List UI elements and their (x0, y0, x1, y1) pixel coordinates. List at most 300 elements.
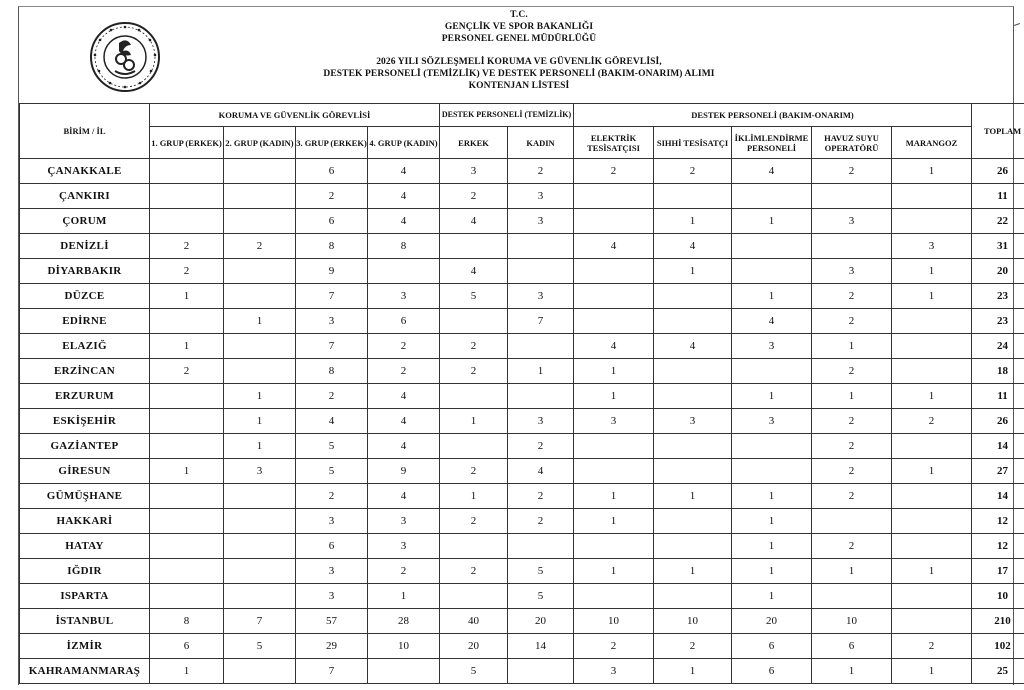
quota-cell (574, 309, 654, 334)
quota-cell: 1 (574, 384, 654, 409)
quota-cell: 2 (440, 509, 508, 534)
quota-cell (574, 459, 654, 484)
quota-cell (224, 584, 296, 609)
quota-cell: 57 (296, 609, 368, 634)
quota-cell: 20 (508, 609, 574, 634)
quota-cell: 1 (812, 334, 892, 359)
table-row (20, 334, 1024, 359)
quota-cell: 1 (150, 459, 224, 484)
quota-cell (368, 659, 440, 684)
quota-cell: 2 (812, 359, 892, 384)
quota-cell (368, 259, 440, 284)
quota-cell (654, 309, 732, 334)
quota-cell: 1 (732, 484, 812, 509)
quota-cell: 7 (508, 309, 574, 334)
quota-cell (732, 459, 812, 484)
row-total: 23 (972, 309, 1024, 334)
quota-cell (654, 459, 732, 484)
quota-cell: 4 (654, 234, 732, 259)
quota-cell: 3 (892, 234, 972, 259)
table-row (20, 234, 1024, 259)
quota-cell (224, 559, 296, 584)
quota-cell (892, 359, 972, 384)
table-row (20, 584, 1024, 609)
quota-cell: 2 (440, 359, 508, 384)
quota-cell: 2 (508, 484, 574, 509)
title-line-subject-1: 2026 YILI SÖZLEŞMELİ KORUMA VE GÜVENLİK GÖREVLİSİ, (376, 57, 662, 67)
quota-cell: 4 (296, 409, 368, 434)
quota-cell: 1 (654, 209, 732, 234)
quota-cell (440, 234, 508, 259)
quota-cell: 10 (368, 634, 440, 659)
quota-cell: 10 (812, 609, 892, 634)
table-row (20, 209, 1024, 234)
quota-cell: 2 (574, 634, 654, 659)
row-total: 25 (972, 659, 1024, 684)
quota-cell (440, 584, 508, 609)
quota-cell (892, 609, 972, 634)
quota-cell: 2 (812, 534, 892, 559)
quota-cell: 3 (812, 259, 892, 284)
province-name: ÇORUM (20, 209, 150, 234)
quota-cell (224, 659, 296, 684)
title-line-tc: T.C. (510, 10, 528, 20)
quota-cell: 1 (812, 559, 892, 584)
quota-cell: 4 (368, 484, 440, 509)
quota-cell (732, 434, 812, 459)
quota-cell (654, 584, 732, 609)
quota-cell: 5 (440, 284, 508, 309)
row-total: 17 (972, 559, 1024, 584)
table-row (20, 659, 1024, 684)
quota-cell (150, 384, 224, 409)
row-total: 14 (972, 484, 1024, 509)
quota-cell: 20 (732, 609, 812, 634)
quota-cell: 2 (812, 284, 892, 309)
quota-cell: 2 (812, 484, 892, 509)
table-row (20, 484, 1024, 509)
row-total: 26 (972, 159, 1024, 184)
sub-header-kadin: KADIN (508, 127, 574, 159)
province-name: GÜMÜŞHANE (20, 484, 150, 509)
quota-cell (150, 309, 224, 334)
province-name: KAHRAMANMARAŞ (20, 659, 150, 684)
row-total: 11 (972, 184, 1024, 209)
quota-cell: 6 (296, 209, 368, 234)
quota-cell (150, 434, 224, 459)
quota-cell: 1 (812, 659, 892, 684)
title-line-department: PERSONEL GENEL MÜDÜRLÜĞÜ (441, 34, 597, 44)
province-name: ERZURUM (20, 384, 150, 409)
group-header-koruma: KORUMA VE GÜVENLİK GÖREVLİSİ (150, 104, 440, 127)
quota-cell: 1 (892, 284, 972, 309)
quota-cell (732, 184, 812, 209)
quota-cell (574, 259, 654, 284)
quota-cell (654, 509, 732, 534)
quota-cell (654, 359, 732, 384)
quota-cell: 7 (224, 609, 296, 634)
quota-cell (654, 534, 732, 559)
quota-cell (574, 434, 654, 459)
quota-cell (892, 484, 972, 509)
quota-cell: 2 (508, 434, 574, 459)
row-total: 26 (972, 409, 1024, 434)
quota-cell: 1 (892, 659, 972, 684)
sub-header-havuz: HAVUZ SUYU OPERATÖRÜ (812, 127, 892, 159)
quota-cell: 3 (508, 209, 574, 234)
quota-cell: 1 (224, 309, 296, 334)
quota-cell (224, 534, 296, 559)
quota-cell (732, 359, 812, 384)
quota-cell: 3 (654, 409, 732, 434)
row-total: 20 (972, 259, 1024, 284)
row-total: 18 (972, 359, 1024, 384)
quota-cell: 3 (296, 309, 368, 334)
province-name: IĞDIR (20, 559, 150, 584)
quota-cell: 4 (368, 384, 440, 409)
table-row (20, 309, 1024, 334)
quota-cell (224, 259, 296, 284)
title-line-list: KONTENJAN LİSTESİ (468, 81, 570, 91)
quota-cell: 1 (812, 384, 892, 409)
quota-cell: 1 (732, 559, 812, 584)
quota-cell: 6 (368, 309, 440, 334)
quota-cell: 2 (892, 634, 972, 659)
quota-cell (574, 209, 654, 234)
group-header-temizlik: DESTEK PERSONELİ (TEMİZLİK) (440, 104, 574, 127)
column-header-birim: BİRİM / İL (20, 104, 150, 159)
quota-cell: 4 (654, 334, 732, 359)
sub-header-sihhi: SIHHİ TESİSATÇI (654, 127, 732, 159)
province-name: ÇANAKKALE (20, 159, 150, 184)
quota-cell: 8 (296, 359, 368, 384)
quota-cell (654, 284, 732, 309)
title-line-ministry: GENÇLİK VE SPOR BAKANLIĞI (444, 22, 594, 32)
quota-cell: 2 (150, 259, 224, 284)
row-total: 27 (972, 459, 1024, 484)
row-total: 31 (972, 234, 1024, 259)
quota-cell: 3 (812, 209, 892, 234)
table-row (20, 359, 1024, 384)
quota-cell: 1 (150, 334, 224, 359)
quota-cell: 2 (654, 159, 732, 184)
quota-cell: 29 (296, 634, 368, 659)
quota-cell (732, 259, 812, 284)
quota-cell: 2 (296, 384, 368, 409)
sub-header-3-grup: 3. GRUP (ERKEK) (296, 127, 368, 159)
quota-cell: 4 (368, 409, 440, 434)
quota-cell: 3 (508, 184, 574, 209)
quota-cell: 3 (224, 459, 296, 484)
quota-cell: 2 (812, 459, 892, 484)
quota-cell: 7 (296, 284, 368, 309)
quota-cell: 8 (368, 234, 440, 259)
sub-header-1-grup: 1. GRUP (ERKEK) (150, 127, 224, 159)
row-total: 11 (972, 384, 1024, 409)
quota-cell (892, 334, 972, 359)
quota-cell (150, 159, 224, 184)
province-name: GİRESUN (20, 459, 150, 484)
quota-cell (812, 234, 892, 259)
quota-cell: 1 (732, 284, 812, 309)
quota-cell: 6 (732, 659, 812, 684)
quota-cell: 1 (440, 484, 508, 509)
quota-cell: 7 (296, 659, 368, 684)
table-row (20, 534, 1024, 559)
quota-cell: 2 (368, 359, 440, 384)
province-name: İSTANBUL (20, 609, 150, 634)
quota-cell (508, 534, 574, 559)
document-page (18, 6, 1022, 685)
quota-cell: 1 (732, 509, 812, 534)
quota-cell: 4 (732, 159, 812, 184)
table-row (20, 459, 1024, 484)
quota-cell (440, 309, 508, 334)
quota-cell: 1 (732, 584, 812, 609)
row-total: 24 (972, 334, 1024, 359)
quota-cell: 1 (732, 384, 812, 409)
quota-cell: 1 (574, 359, 654, 384)
quota-cell: 1 (654, 484, 732, 509)
quota-cell (150, 209, 224, 234)
quota-cell: 1 (574, 484, 654, 509)
quota-cell (224, 509, 296, 534)
quota-cell: 1 (892, 559, 972, 584)
quota-cell (150, 484, 224, 509)
province-name: ELAZIĞ (20, 334, 150, 359)
quota-cell: 3 (296, 559, 368, 584)
quota-cell: 5 (224, 634, 296, 659)
sub-header-erkek: ERKEK (440, 127, 508, 159)
quota-cell: 1 (892, 384, 972, 409)
quota-cell: 4 (368, 209, 440, 234)
quota-cell (574, 584, 654, 609)
quota-cell: 6 (812, 634, 892, 659)
quota-cell (224, 159, 296, 184)
quota-cell (812, 509, 892, 534)
ministry-seal-icon (89, 21, 161, 93)
quota-cell: 9 (368, 459, 440, 484)
quota-cell (224, 484, 296, 509)
quota-cell: 2 (440, 184, 508, 209)
table-row (20, 284, 1024, 309)
quota-cell (224, 334, 296, 359)
quota-cell (812, 584, 892, 609)
quota-cell: 1 (654, 659, 732, 684)
row-total: 22 (972, 209, 1024, 234)
quota-cell (150, 184, 224, 209)
quota-cell: 1 (150, 284, 224, 309)
quota-cell: 10 (574, 609, 654, 634)
quota-cell: 3 (296, 584, 368, 609)
quota-cell (508, 384, 574, 409)
quota-cell: 2 (150, 234, 224, 259)
quota-cell (508, 659, 574, 684)
quota-cell: 5 (440, 659, 508, 684)
quota-cell (732, 234, 812, 259)
province-name: DÜZCE (20, 284, 150, 309)
quota-cell: 2 (508, 509, 574, 534)
quota-cell (440, 534, 508, 559)
table-row (20, 409, 1024, 434)
quota-cell: 10 (654, 609, 732, 634)
province-name: ERZİNCAN (20, 359, 150, 384)
quota-cell: 3 (296, 509, 368, 534)
quota-cell (892, 184, 972, 209)
quota-cell (892, 534, 972, 559)
quota-cell: 3 (368, 534, 440, 559)
quota-cell: 1 (892, 459, 972, 484)
quota-cell: 2 (892, 409, 972, 434)
quota-cell: 2 (508, 159, 574, 184)
row-total: 12 (972, 509, 1024, 534)
quota-cell (812, 184, 892, 209)
province-name: DENİZLİ (20, 234, 150, 259)
quota-cell: 3 (440, 159, 508, 184)
quota-cell: 3 (368, 284, 440, 309)
quota-cell (892, 309, 972, 334)
table-row (20, 559, 1024, 584)
quota-cell: 2 (296, 184, 368, 209)
quota-cell: 1 (892, 259, 972, 284)
quota-cell: 7 (296, 334, 368, 359)
quota-cell: 2 (812, 309, 892, 334)
province-name: ESKİŞEHİR (20, 409, 150, 434)
quota-cell: 1 (654, 559, 732, 584)
quota-cell: 5 (508, 584, 574, 609)
quota-cell (892, 584, 972, 609)
quota-cell: 2 (574, 159, 654, 184)
row-total: 12 (972, 534, 1024, 559)
quota-cell (654, 434, 732, 459)
province-name: HAKKARİ (20, 509, 150, 534)
quota-cell (508, 234, 574, 259)
quota-cell: 3 (732, 409, 812, 434)
quota-cell: 1 (732, 534, 812, 559)
title-line-subject-2: DESTEK PERSONELİ (TEMİZLİK) VE DESTEK PERSONELİ (BAKIM-ONARIM) ALIMI (323, 69, 715, 79)
quota-cell (574, 284, 654, 309)
sub-header-iklimlendirme: İKLİMLENDİRME PERSONELİ (732, 127, 812, 159)
quota-table (19, 103, 1024, 684)
province-name: İZMİR (20, 634, 150, 659)
quota-cell: 4 (440, 259, 508, 284)
quota-cell: 4 (368, 434, 440, 459)
quota-cell: 1 (508, 359, 574, 384)
table-row (20, 384, 1024, 409)
quota-cell: 8 (150, 609, 224, 634)
quota-cell: 2 (812, 409, 892, 434)
quota-cell: 2 (368, 559, 440, 584)
quota-cell: 3 (508, 284, 574, 309)
sub-header-4-grup: 4. GRUP (KADIN) (368, 127, 440, 159)
quota-cell: 1 (574, 559, 654, 584)
edge-mark (1014, 23, 1020, 26)
row-total: 23 (972, 284, 1024, 309)
quota-cell: 4 (508, 459, 574, 484)
row-total: 102 (972, 634, 1024, 659)
province-name: DİYARBAKIR (20, 259, 150, 284)
table-row (20, 184, 1024, 209)
quota-cell: 2 (368, 334, 440, 359)
quota-cell: 4 (574, 234, 654, 259)
province-name: ISPARTA (20, 584, 150, 609)
sub-header-2-grup: 2. GRUP (KADIN) (224, 127, 296, 159)
quota-cell: 2 (150, 359, 224, 384)
quota-cell: 9 (296, 259, 368, 284)
quota-cell (150, 409, 224, 434)
quota-cell (440, 384, 508, 409)
province-name: ÇANKIRI (20, 184, 150, 209)
quota-cell (574, 534, 654, 559)
column-header-toplam: TOPLAM (972, 104, 1024, 159)
quota-cell: 2 (654, 634, 732, 659)
province-name: EDİRNE (20, 309, 150, 334)
quota-cell (654, 384, 732, 409)
quota-cell: 1 (440, 409, 508, 434)
quota-cell: 2 (812, 434, 892, 459)
quota-cell: 1 (150, 659, 224, 684)
quota-cell: 28 (368, 609, 440, 634)
quota-cell: 1 (574, 509, 654, 534)
quota-cell (892, 434, 972, 459)
quota-cell (150, 509, 224, 534)
quota-cell (224, 284, 296, 309)
quota-cell (224, 184, 296, 209)
quota-cell: 1 (224, 434, 296, 459)
document-header (19, 7, 1013, 103)
table-row (20, 434, 1024, 459)
quota-cell: 4 (574, 334, 654, 359)
quota-cell: 4 (368, 184, 440, 209)
quota-cell: 40 (440, 609, 508, 634)
quota-cell (150, 534, 224, 559)
sub-header-elektrik: ELEKTRİK TESİSATÇISI (574, 127, 654, 159)
quota-cell (508, 259, 574, 284)
quota-cell: 4 (368, 159, 440, 184)
quota-cell: 8 (296, 234, 368, 259)
quota-cell (150, 584, 224, 609)
province-name: HATAY (20, 534, 150, 559)
quota-cell: 1 (224, 384, 296, 409)
group-header-bakim-onarim: DESTEK PERSONELİ (BAKIM-ONARIM) (574, 104, 972, 127)
quota-cell: 1 (892, 159, 972, 184)
quota-cell (440, 434, 508, 459)
quota-cell: 4 (732, 309, 812, 334)
quota-cell: 2 (812, 159, 892, 184)
quota-cell (892, 209, 972, 234)
quota-cell: 6 (296, 534, 368, 559)
quota-cell (654, 184, 732, 209)
quota-cell: 1 (732, 209, 812, 234)
quota-cell (224, 209, 296, 234)
table-row (20, 509, 1024, 534)
quota-cell: 5 (296, 434, 368, 459)
row-total: 10 (972, 584, 1024, 609)
table-row (20, 609, 1024, 634)
table-row (20, 634, 1024, 659)
quota-cell: 3 (508, 409, 574, 434)
quota-cell (574, 184, 654, 209)
quota-cell: 6 (732, 634, 812, 659)
quota-cell: 3 (732, 334, 812, 359)
quota-cell: 5 (508, 559, 574, 584)
quota-cell: 3 (574, 659, 654, 684)
quota-cell: 1 (224, 409, 296, 434)
quota-cell: 5 (296, 459, 368, 484)
quota-cell (150, 559, 224, 584)
quota-cell: 1 (368, 584, 440, 609)
quota-cell: 3 (368, 509, 440, 534)
